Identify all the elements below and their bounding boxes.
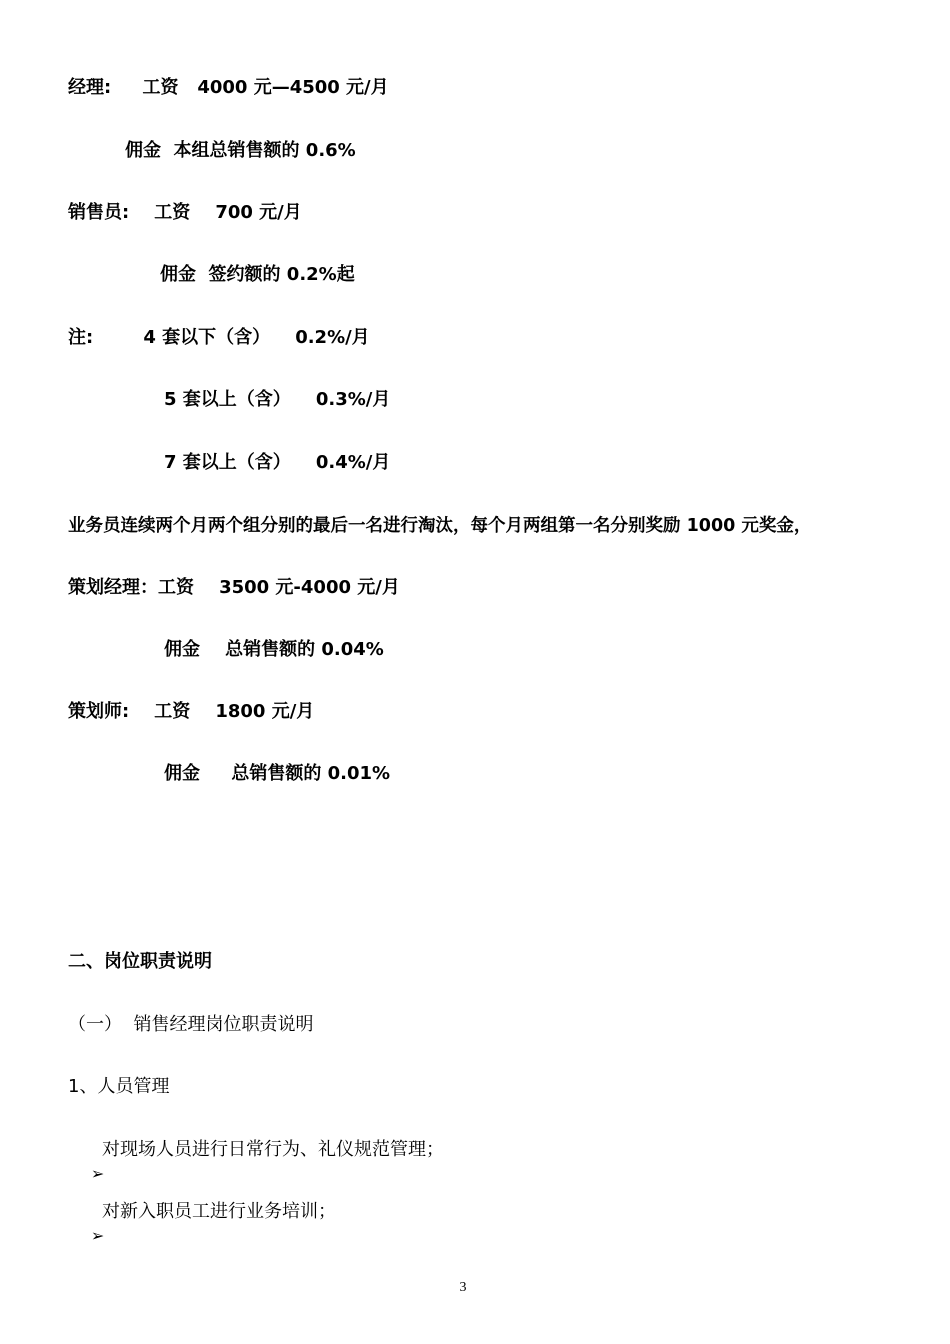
manager-commission-line: 佣金 本组总销售额的 0.6%	[125, 140, 356, 161]
page-number: 3	[459, 1280, 467, 1295]
section-subheading: （一） 销售经理岗位职责说明	[68, 1014, 314, 1035]
planning-manager-salary-line: 策划经理：工资 3500 元-4000 元/月	[68, 577, 400, 598]
note-tier-3-line: 7 套以上（含） 0.4%/月	[164, 452, 391, 473]
planner-salary-line: 策划师: 工资 1800 元/月	[68, 701, 315, 722]
planner-commission-line: 佣金 总销售额的 0.01%	[164, 763, 391, 784]
arrow-bullet-icon: ➢	[90, 1226, 105, 1245]
bullet-text: 对新入职员工进行业务培训；	[102, 1201, 336, 1222]
arrow-bullet-icon: ➢	[90, 1164, 105, 1183]
elimination-rule-line: 业务员连续两个月两个组分别的最后一名进行淘汰，每个月两组第一名分别奖励 1000 元奖金，	[68, 516, 812, 536]
planning-manager-commission-line: 佣金 总销售额的 0.04%	[164, 639, 384, 660]
salesperson-salary-line: 销售员: 工资 700 元/月	[68, 202, 302, 223]
manager-salary-line: 经理: 工资 4000 元—4500 元/月	[68, 77, 389, 98]
item-personnel-management: 1、人员管理	[68, 1076, 170, 1097]
bullet-text: 对现场人员进行日常行为、礼仪规范管理；	[102, 1139, 444, 1160]
salesperson-commission-line: 佣金 签约额的 0.2%起	[160, 264, 355, 285]
note-tier-2-line: 5 套以上（含） 0.3%/月	[164, 389, 391, 410]
note-tier-1-line: 注: 4 套以下（含） 0.2%/月	[68, 327, 370, 348]
section-heading: 二、岗位职责说明	[68, 951, 212, 972]
